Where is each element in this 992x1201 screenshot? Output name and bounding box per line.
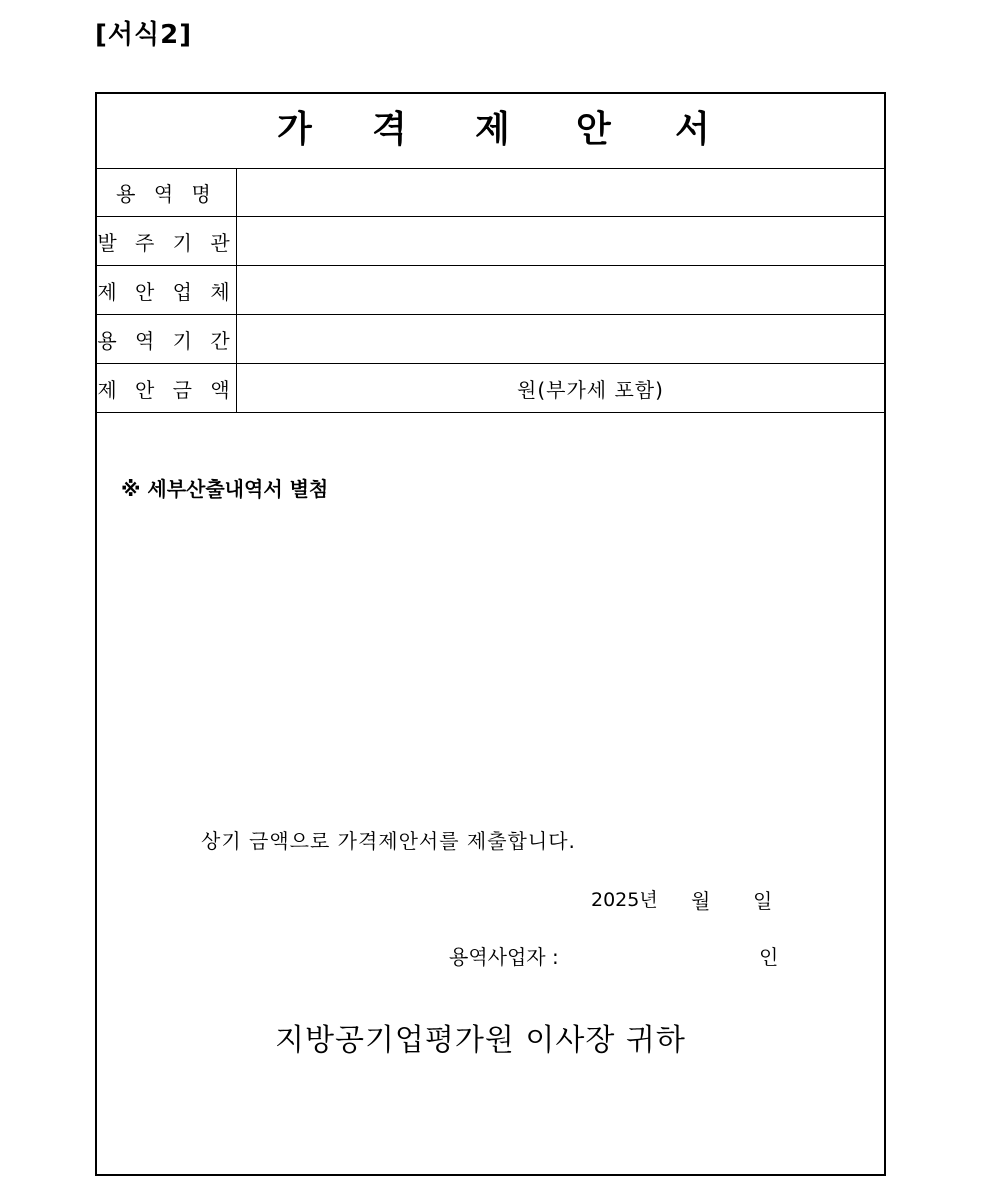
attachment-note: ※ 세부산출내역서 별첨 <box>121 477 329 501</box>
date-month: 월 <box>691 889 711 913</box>
value-proposed-amount[interactable]: 원(부가세 포함) <box>237 364 885 413</box>
proposal-form <box>95 92 886 1176</box>
service-provider-label: 용역사업자 : <box>449 945 559 969</box>
addressee: 지방공기업평가원 이사장 귀하 <box>275 1023 686 1058</box>
value-proposing-company[interactable] <box>237 266 885 315</box>
row-proposing-company <box>97 266 884 315</box>
submission-statement: 상기 금액으로 가격제안서를 제출합니다. <box>201 829 576 853</box>
date-day: 일 <box>753 889 773 913</box>
seal-mark: 인 <box>759 945 779 969</box>
row-service-period <box>97 315 884 364</box>
title-char: 안 <box>576 109 611 150</box>
info-table <box>97 168 884 413</box>
form-number-label: [서식2] <box>95 20 193 50</box>
title-char: 서 <box>675 109 710 150</box>
value-ordering-agency[interactable] <box>237 217 885 266</box>
title-char: 격 <box>372 109 407 150</box>
title-char: 제 <box>475 109 510 150</box>
row-proposed-amount <box>97 364 884 413</box>
label-service-name: 용 역 명 <box>97 168 237 217</box>
value-service-period[interactable] <box>237 315 885 364</box>
value-service-name[interactable] <box>237 168 885 217</box>
label-proposing-company: 제 안 업 체 <box>97 266 237 315</box>
row-ordering-agency <box>97 217 884 266</box>
label-proposed-amount: 제 안 금 액 <box>97 364 237 413</box>
form-body <box>97 411 884 1174</box>
row-service-name <box>97 168 884 217</box>
date-year: 2025년 <box>591 889 658 911</box>
label-ordering-agency: 발 주 기 관 <box>97 217 237 266</box>
label-service-period: 용 역 기 간 <box>97 315 237 364</box>
form-title <box>97 94 884 169</box>
title-char: 가 <box>277 109 312 150</box>
